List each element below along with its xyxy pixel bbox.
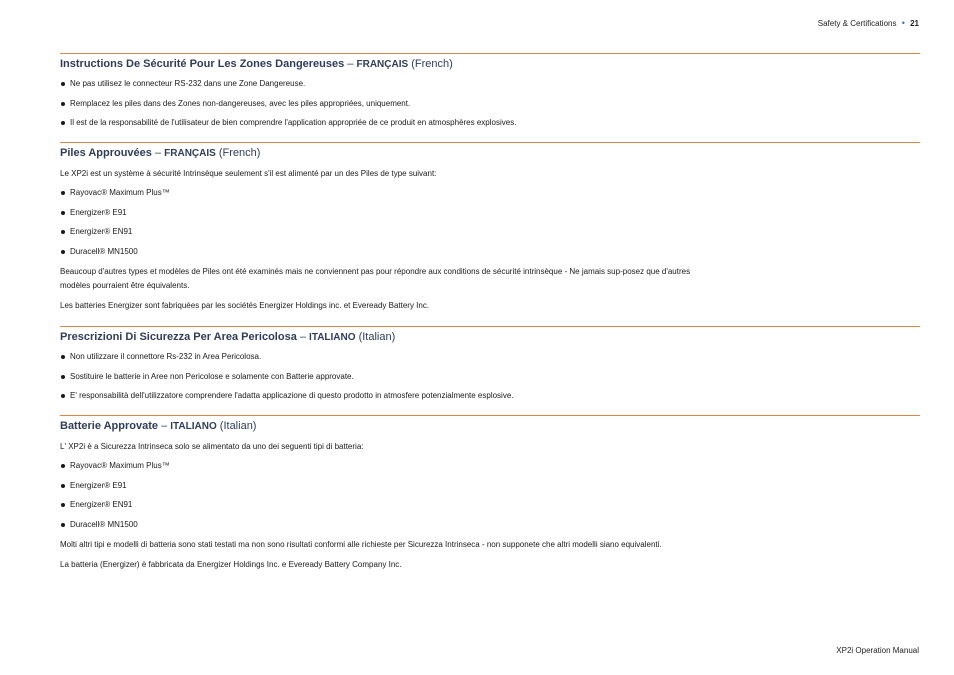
section-language-en: (French) (408, 58, 453, 70)
list-item: E' responsabilità dell'utilizzatore comprendere l'adatta applicazione di questo prodotto in atmosfere potenzialmente esplosive. (60, 390, 920, 402)
list-item: Sostituire le batterie in Aree non Pericolose e solamente con Batterie approvate. (60, 371, 920, 383)
list-item: Duracell® MN1500 (60, 246, 920, 258)
page-footer: XP2i Operation Manual (836, 646, 919, 655)
section-intro: L' XP2i è a Sicurezza Intrinseca solo se alimentato da uno dei seguenti tipi di batteria: (60, 442, 364, 451)
section-language: FRANÇAIS (164, 148, 216, 159)
list-item: Rayovac® Maximum Plus™ (60, 460, 920, 472)
page-number: 21 (910, 19, 919, 28)
list-item: Energizer® E91 (60, 480, 920, 492)
section-heading (60, 58, 920, 70)
section-title: Piles Approuvées (60, 147, 152, 159)
section-language-en: (Italian) (216, 420, 257, 432)
list-item: Il est de la responsabilité de l'utilisateur de bien comprendre l'application appropriée de ce produit en atmosphères explosives. (60, 117, 920, 129)
section-language-en: (Italian) (355, 331, 396, 343)
bullet-list (60, 460, 920, 531)
section-heading (60, 147, 920, 159)
list-item: Energizer® EN91 (60, 226, 920, 238)
page-content (60, 53, 920, 585)
bullet-list (60, 351, 920, 402)
section-intro: Le XP2i est un système à sécurité Intrinsèque seulement s'il est alimenté par un des Piles de type suivant: (60, 169, 437, 178)
list-item: Energizer® EN91 (60, 499, 920, 511)
section-language: ITALIANO (170, 421, 217, 432)
body-paragraph: Molti altri tipi e modelli di batteria sono stati testati ma non sono risultati conformi alle richieste per Sicurezza Intrinseca - non supponete che altri modelli siano equivalenti. (60, 540, 662, 549)
header-separator: • (901, 18, 905, 28)
list-item: Energizer® E91 (60, 207, 920, 219)
title-dash: – (151, 147, 165, 159)
bullet-list (60, 78, 920, 129)
body-paragraph: Beaucoup d'autres types et modèles de Piles ont été examinés mais ne conviennent pas pour répondre aux conditions de sécurité intrinsèque - Ne jamais sup-posez que d'autres modèles pourraient être équivalents. (60, 267, 691, 290)
section-it-safety (60, 326, 920, 402)
section-title: Prescrizioni Di Sicurezza Per Area Pericolosa (60, 331, 297, 343)
section-heading (60, 331, 920, 343)
list-item: Remplacez les piles dans des Zones non-dangereuses, avec les piles appropriées, uniquement. (60, 98, 920, 110)
header-section-title: Safety & Certifications (817, 19, 897, 28)
list-item: Non utilizzare il connettore Rs-232 in Area Pericolosa. (60, 351, 920, 363)
body-paragraph: Les batteries Energizer sont fabriquées par les sociétés Energizer Holdings inc. et Eveready Battery Inc. (60, 301, 430, 310)
page-header (818, 18, 919, 28)
list-item: Ne pas utilisez le connecteur RS-232 dans une Zone Dangereuse. (60, 78, 920, 90)
section-language-en: (French) (215, 147, 261, 159)
title-dash: – (344, 58, 357, 70)
list-item: Rayovac® Maximum Plus™ (60, 187, 920, 199)
section-language: FRANÇAIS (356, 59, 409, 70)
title-dash: – (158, 420, 171, 432)
section-fr-safety (60, 53, 920, 129)
section-heading (60, 420, 920, 432)
section-it-batteries (60, 415, 920, 572)
title-dash: – (296, 331, 310, 343)
list-item: Duracell® MN1500 (60, 519, 920, 531)
section-language: ITALIANO (309, 332, 356, 343)
section-title: Batterie Approvate (60, 420, 159, 432)
section-fr-batteries (60, 142, 920, 313)
section-title: Instructions De Sécurité Pour Les Zones Dangereuses (60, 58, 345, 70)
bullet-list (60, 187, 920, 258)
body-paragraph: La batteria (Energizer) è fabbricata da Energizer Holdings Inc. e Eveready Battery Company Inc. (60, 560, 402, 569)
